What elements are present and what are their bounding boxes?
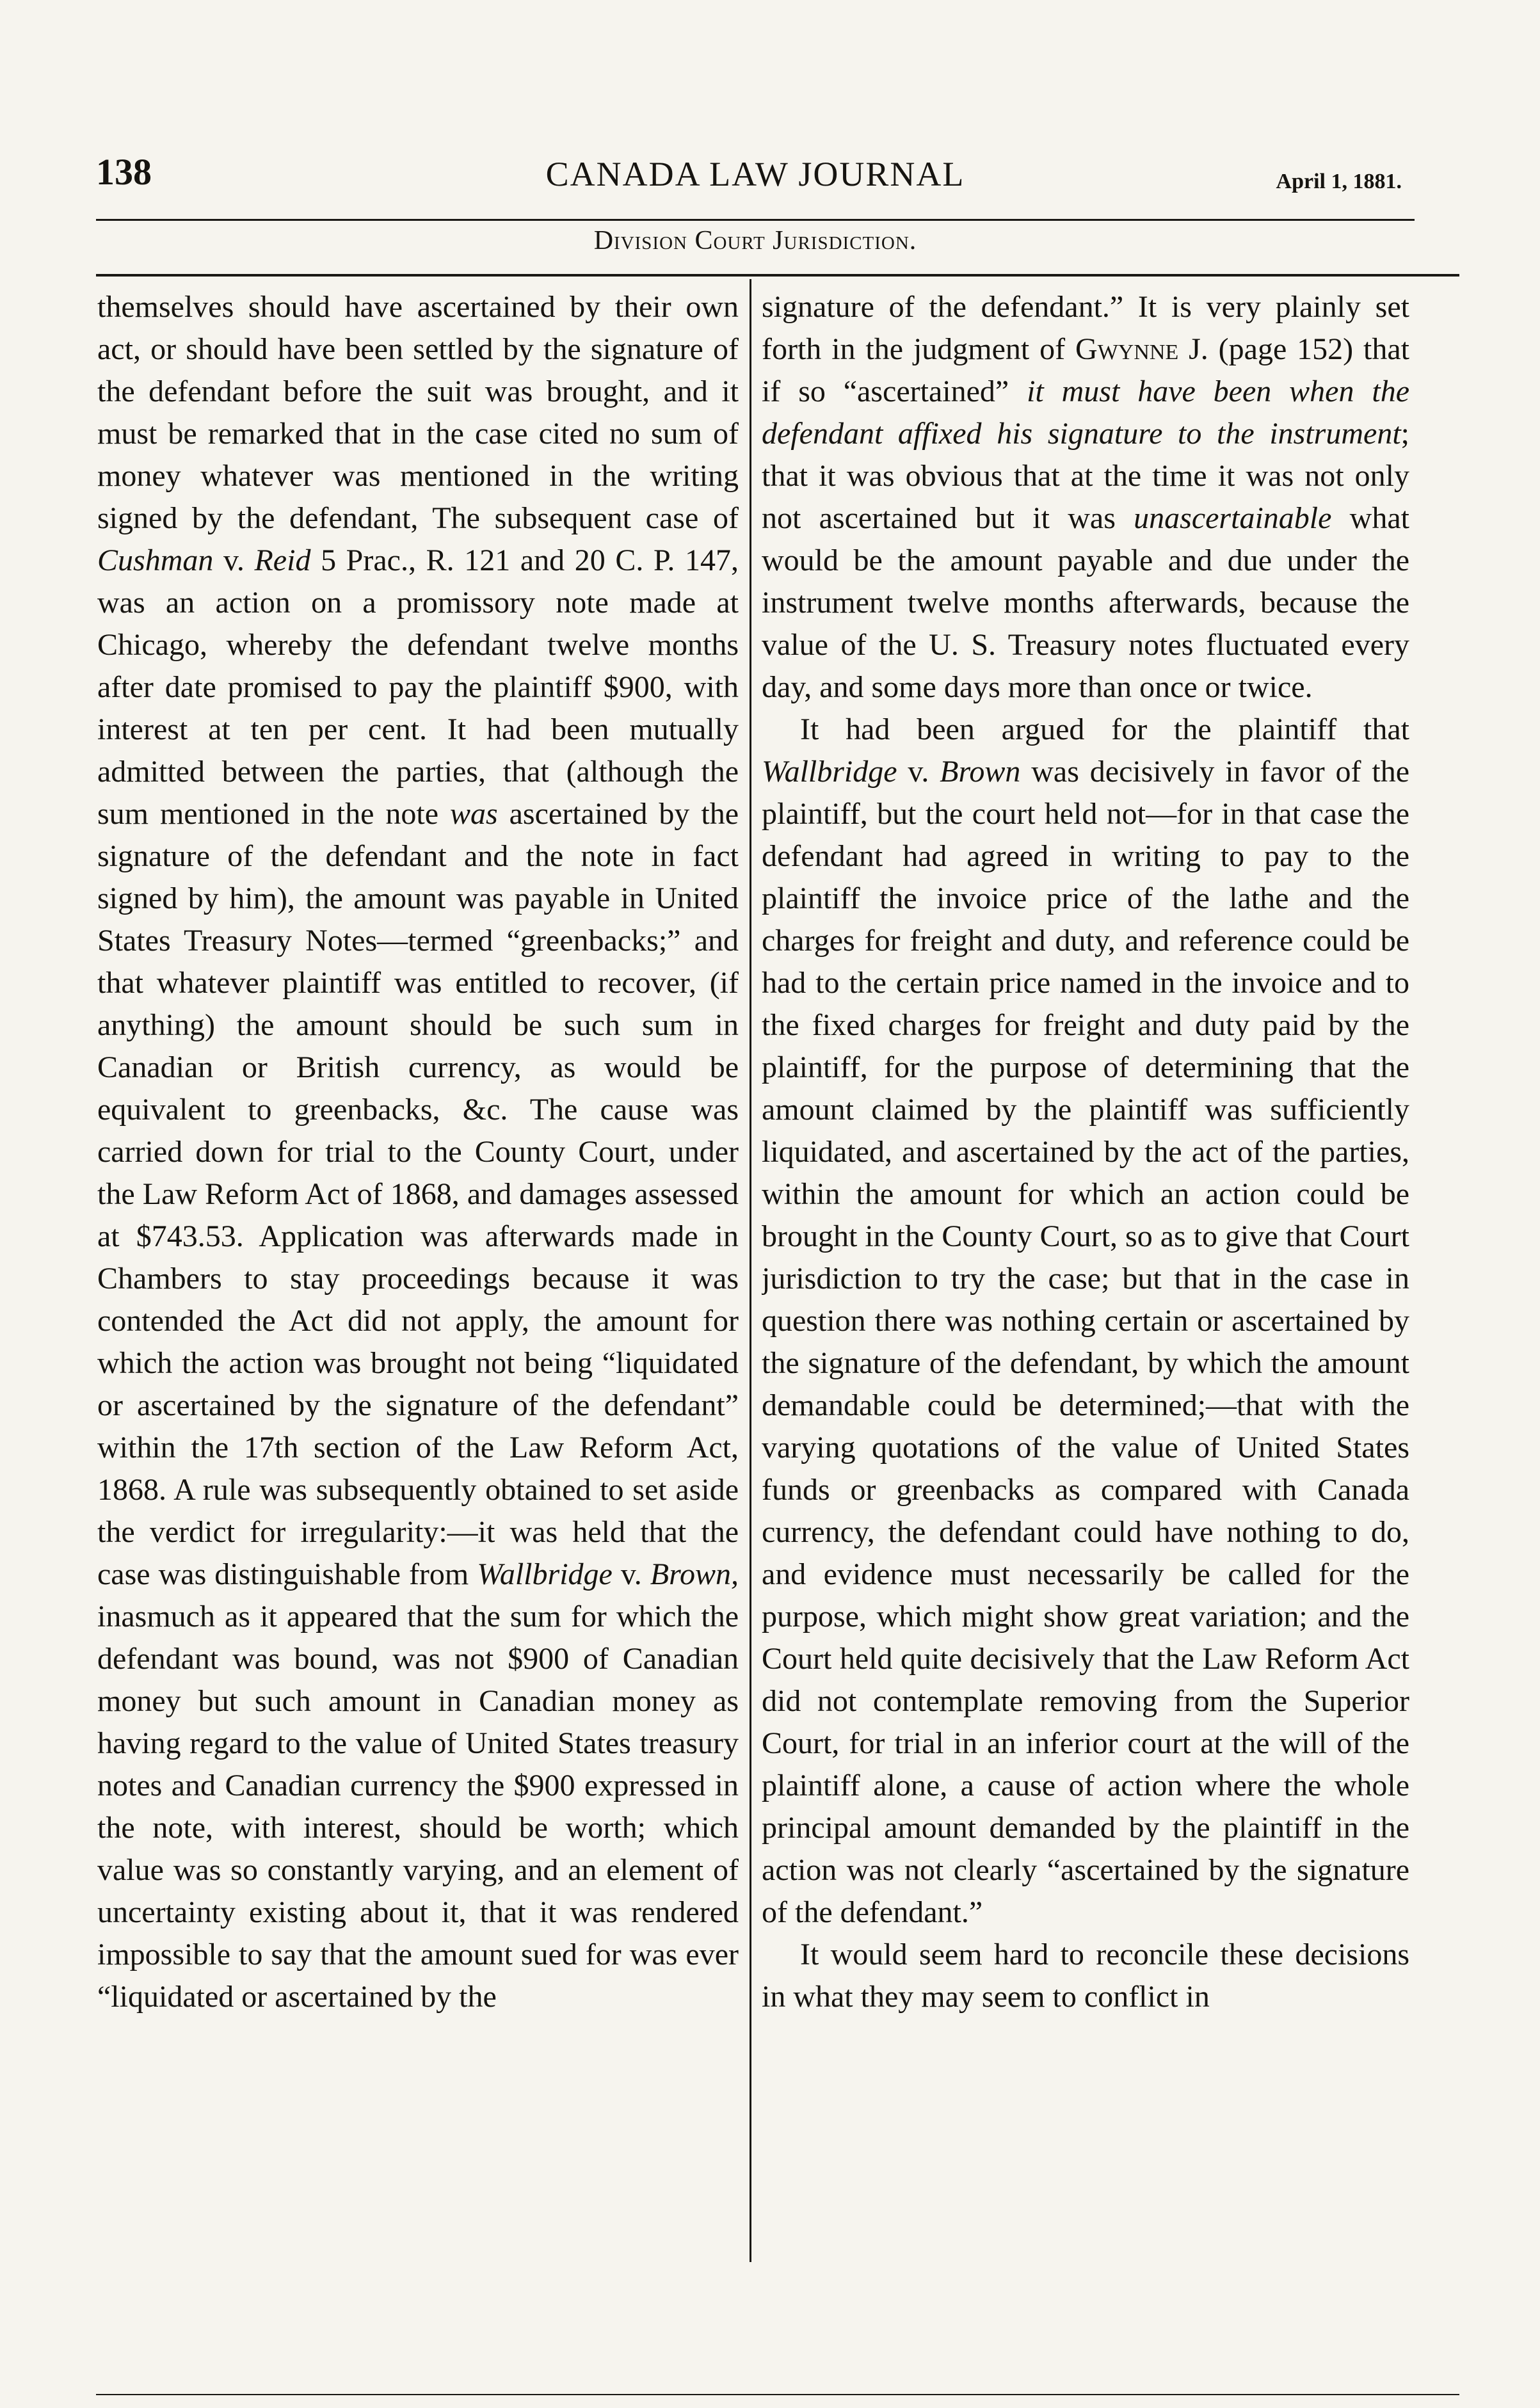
left-column: [97, 286, 739, 2264]
emphasis: unascertainable: [1134, 501, 1332, 535]
case-name: Wallbridge: [477, 1557, 613, 1591]
case-name: Cushman: [97, 543, 214, 577]
journal-title: CANADA LAW JOURNAL: [545, 155, 965, 193]
right-paragraph-3: It would seem hard to reconcile these decisions in what they may seem to conflict in: [762, 1938, 1409, 2014]
emphasis: was: [449, 797, 498, 831]
case-name: Wallbridge: [762, 755, 897, 789]
column-divider: [750, 279, 751, 2262]
page-number: 138: [96, 151, 152, 193]
case-name: Brown: [940, 755, 1021, 789]
case-name: Brown,: [650, 1557, 739, 1591]
right-paragraph-2: It had been argued for the plaintiff that Wallbridge v. Brown was decisively in favor of the plaintiff, but the court held not—for in that case the defendant had agreed in writing to pay to the plaintiff the invoice price of the lathe and the charges for freight and duty, and reference could be had to the certain price named in the invoice and to the fixed charges for freight and duty paid by the plaintiff, for the purpose of determining that the amount claimed by the plaintiff was sufficiently liquidated, and ascertained by the act of the parties, within the amount for which an action could be brought in the County Court, so as to give that Court jurisdiction to try the case; but that in the case in question there was nothing certain or ascertained by the signature of the defendant, by which the amount demandable could be determined;—that with the varying quotations of the value of United States funds or greenbacks as compared with Canada currency, the defendant could have nothing to do, and evidence must necessarily be called for the purpose, which might show great variation; and the Court held quite decisively that the Law Reform Act did not contemplate removing from the Superior Court, for trial in an inferior court at the will of the plaintiff alone, a cause of action where the whole principal amount demanded by the plaintiff in the action was not clearly “ascertained by the signature of the defendant.”: [762, 712, 1409, 1929]
section-rule: [96, 274, 1459, 277]
header-rule: [96, 219, 1415, 221]
right-paragraph-1: signature of the defendant.” It is very plainly set forth in the judgment of Gwynne J. (page 152) that if so “ascertained” it must have been when the defendant affixed his signature to the instrument; that it was obvious that at the time it was not only not ascertained but it was unascertainable what would be the amount payable and due under the instrument twelve months afterwards, because the value of the U. S. Treasury notes fluctuated every day, and some days more than once or twice.: [762, 290, 1409, 704]
judge-name: Gwynne: [1075, 332, 1179, 366]
left-paragraph: themselves should have ascertained by their own act, or should have been settled by the signature of the defendant before the suit was brought, and it must be remarked that in the case cited no sum of money whatever was mentioned in the writing signed by the defendant, The subsequent case of Cushman v. Reid 5 Prac., R. 121 and 20 C. P. 147, was an action on a promissory note made at Chicago, whereby the defendant twelve months after date promised to pay the plaintiff $900, with interest at ten per cent. It had been mutually admitted between the parties, that (although the sum mentioned in the note was ascertained by the signature of the defendant and the note in fact signed by him), the amount was payable in United States Treasury Notes—termed “greenbacks;” and that whatever plaintiff was entitled to recover, (if anything) the amount should be such sum in Canadian or British currency, as would be equivalent to greenbacks, &c. The cause was carried down for trial to the County Court, under the Law Reform Act of 1868, and damages assessed at $743.53. Application was afterwards made in Chambers to stay proceedings because it was contended the Act did not apply, the amount for which the action was brought not being “liquidated or ascertained by the signature of the defendant” within the 17th section of the Law Reform Act, 1868. A rule was subsequently obtained to set aside the verdict for irregularity:—it was held that the case was distinguishable from Wallbridge v. Brown, inasmuch as it appeared that the sum for which the defendant was bound, was not $900 of Canadian money but such amount in Canadian money as having regard to the value of United States treasury notes and Canadian currency the $900 expressed in the note, with interest, should be worth; which value was so constantly varying, and an element of uncertainty existing about it, that it was rendered impossible to say that the amount sued for was ever “liquidated or ascertained by the: [97, 290, 739, 2014]
right-column: [762, 286, 1409, 2264]
bottom-rule: [96, 2394, 1459, 2395]
page-header: [96, 150, 1415, 202]
issue-date: April 1, 1881.: [1276, 170, 1402, 193]
section-heading: Division Court Jurisdiction.: [593, 226, 917, 255]
case-name: Reid: [254, 543, 311, 577]
emphasis: it must have been when the defendant affixed his signature to the instrument: [762, 374, 1409, 451]
